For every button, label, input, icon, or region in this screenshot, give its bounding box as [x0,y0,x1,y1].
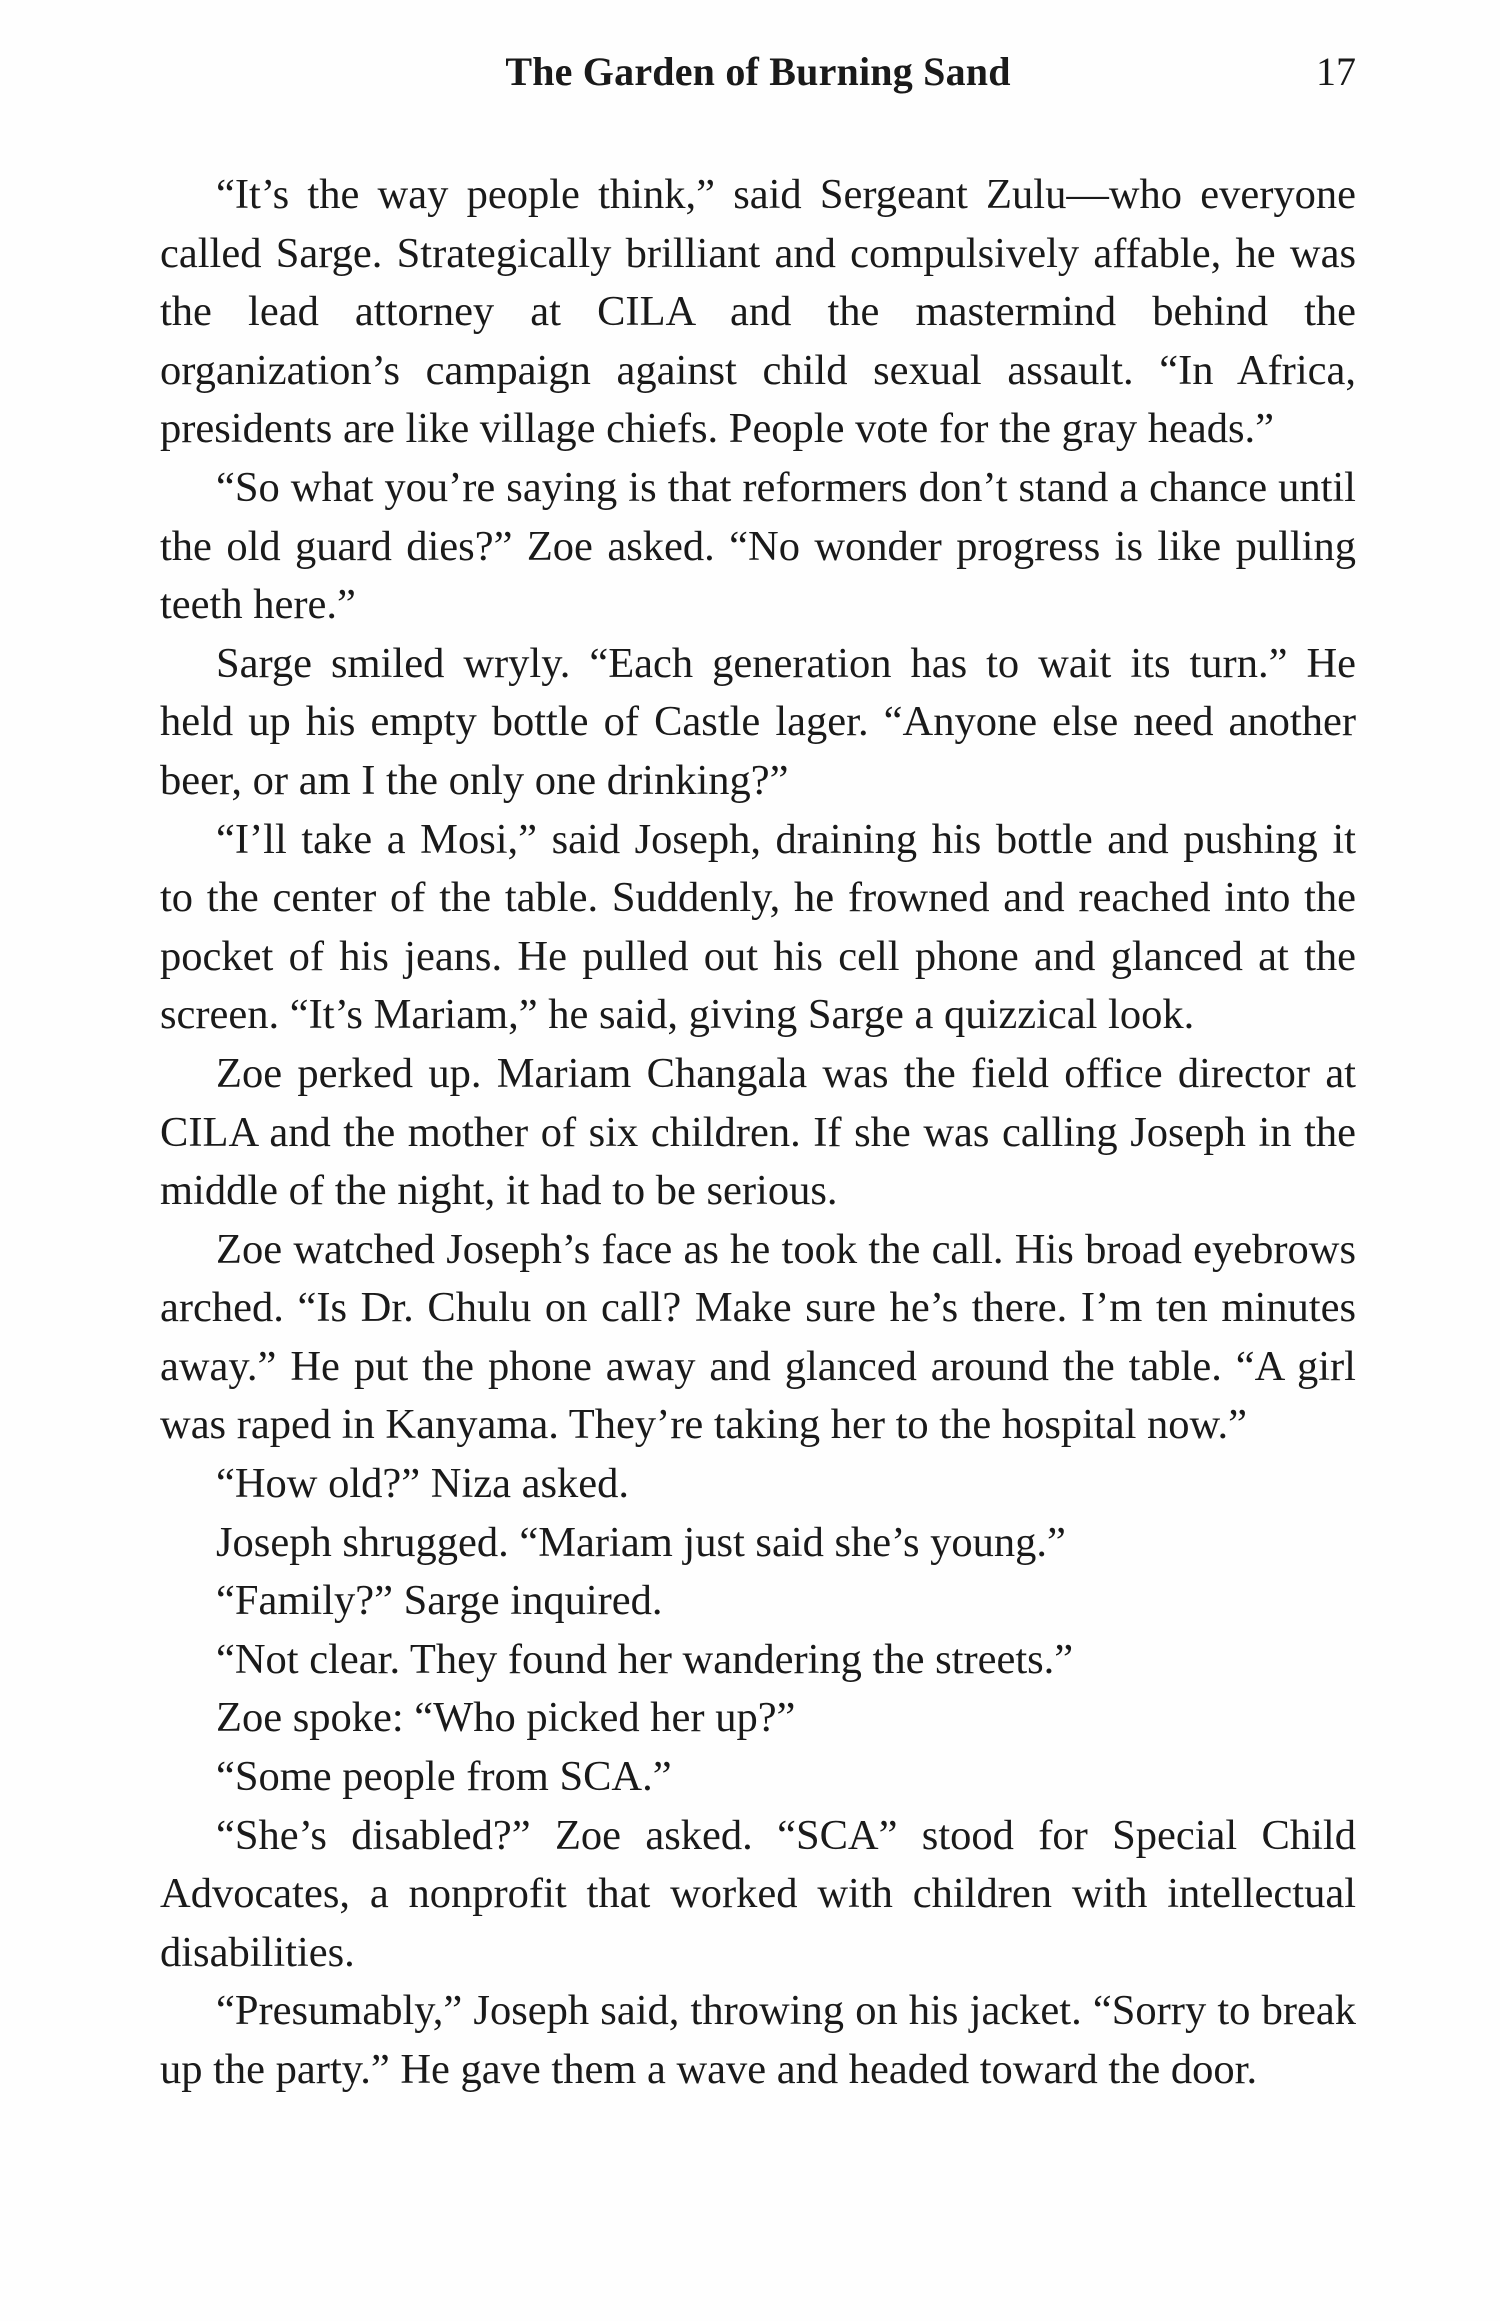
running-head [160,48,1356,108]
paragraph: “I’ll take a Mosi,” said Joseph, draining his bottle and pushing it to the center of the table. Suddenly, he frowned and reached into the pocket of his jeans. He pulled out his cell phone and glanced at the screen. “It’s Mariam,” he said, giving Sarge a quizzical look. [160,815,1356,1039]
paragraph: “Some people from SCA.” [216,1753,672,1801]
paragraph: Sarge smiled wryly. “Each generation has to wait its turn.” He held up his empty bottle of Castle lager. “Anyone else need another beer, or am I the only one drinking?” [160,639,1356,804]
running-title: The Garden of Burning Sand [505,49,1011,94]
paragraph: Zoe spoke: “Who picked her up?” [216,1694,796,1742]
page-number: 17 [1316,49,1356,94]
paragraph: “How old?” Niza asked. [216,1460,630,1508]
paragraph: “She’s disabled?” Zoe asked. “SCA” stood for Special Child Advocates, a nonprofit that worked with children with intellectual disabilities. [160,1811,1356,1976]
paragraph: “Not clear. They found her wandering the streets.” [216,1635,1074,1683]
paragraph: Zoe perked up. Mariam Changala was the field office director at CILA and the mother of six children. If she was calling Joseph in the middle of the night, it had to be serious. [160,1049,1356,1215]
paragraph: Zoe watched Joseph’s face as he took the call. His broad eyebrows arched. “Is Dr. Chulu on call? Make sure he’s there. I’m ten minutes away.” He put the phone away and glanced around the table. “A girl was raped in Kanyama. They’re taking her to the hospital now.” [160,1225,1356,1449]
paragraph: “Presumably,” Joseph said, throwing on his jacket. “Sorry to break up the party.” He gave them a wave and headed toward the door. [160,1987,1356,2093]
paragraph: “It’s the way people think,” said Sergeant Zulu—who everyone called Sarge. Strategically brilliant and compulsively affable, he was the lead attorney at CILA and the mastermind behind the organization’s campaign against child sexual assault. “In Africa, presidents are like village chiefs. People vote for the gray heads.” [160,171,1356,453]
paragraph: “Family?” Sarge inquired. [216,1577,663,1625]
paragraph: “So what you’re saying is that reformers don’t stand a chance until the old guard dies?” Zoe asked. “No wonder progress is like pulling teeth here.” [160,463,1356,629]
paragraph: Joseph shrugged. “Mariam just said she’s young.” [216,1518,1066,1566]
body-text [160,166,1356,2100]
